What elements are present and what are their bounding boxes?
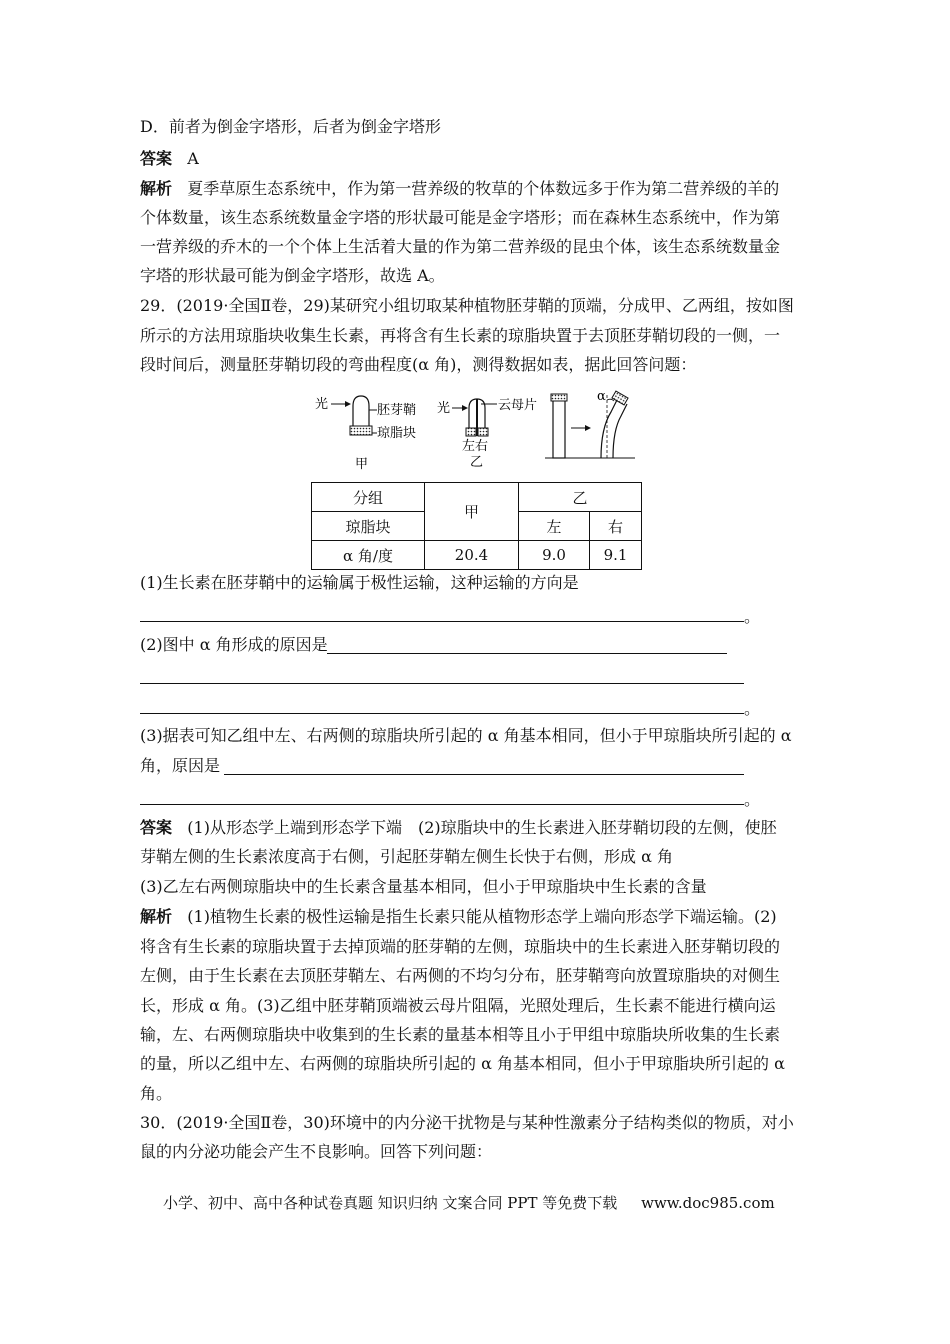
q29-analysis-line-3: 左侧，由于生长素在去顶胚芽鞘左、右两侧的不均匀分布，胚芽鞘弯向放置琼脂块的对侧生 — [140, 966, 781, 985]
prev-analysis-line-2: 个体数量，该生态系统数量金字塔的形状最可能是金字塔形；而在森林生态系统中，作为第 — [140, 208, 781, 227]
sub3-period: 。 — [744, 790, 761, 809]
value-left: 9.0 — [519, 541, 590, 570]
sub2-period: 。 — [744, 699, 761, 718]
q29-sub3-line-1: (3)据表可知乙组中左、右两侧的琼脂块所引起的 α 角基本相同，但小于甲琼脂块所引起的 α — [140, 726, 792, 745]
footer-url: www.doc985.com — [641, 1194, 775, 1212]
q29-sub2: (2)图中 α 角形成的原因是 — [140, 635, 328, 654]
q29-sub3-line-2: 角，原因是 — [140, 756, 221, 775]
prev-analysis-line-1: 解析 夏季草原生态系统中，作为第一营养级的牧草的个体数远多于作为第二营养级的羊的 — [140, 179, 780, 198]
decapitated-coleoptile — [553, 400, 565, 458]
light-label-1: 光 — [315, 397, 329, 412]
sub1-answer-blank — [140, 621, 744, 622]
value-jia: 20.4 — [425, 541, 519, 570]
header-right: 右 — [590, 512, 642, 541]
q29-stem-line-1: 29．(2019·全国Ⅱ卷，29)某研究小组切取某种植物胚芽鞘的顶端，分成甲、乙两组，按如图 — [140, 296, 794, 315]
light-label-2: 光 — [437, 401, 451, 416]
agar-block-1 — [350, 426, 372, 435]
bent-coleoptile-left — [601, 400, 617, 458]
header-yi: 乙 — [519, 483, 642, 512]
prev-answer — [140, 148, 199, 170]
figure-label-jia: 甲 — [355, 457, 369, 472]
q29-sub1: (1)生长素在胚芽鞘中的运输属于极性运输，这种运输的方向是 — [140, 573, 579, 592]
sub2-answer-blank-1 — [327, 653, 727, 654]
analysis-label: 解析 — [140, 179, 173, 198]
header-group: 分组 — [312, 483, 425, 512]
q30-stem-line-1: 30．(2019·全国Ⅱ卷，30)环境中的内分泌干扰物是与某种性激素分子结构类似的物质，对小 — [140, 1113, 794, 1132]
agar-on-stump — [551, 394, 567, 401]
sub3-answer-blank-2 — [140, 804, 744, 805]
prev-analysis-line-4: 字塔的形状最可能为倒金字塔形，故选 A。 — [140, 266, 445, 285]
q29-analysis-line-2: 将含有生长素的琼脂块置于去掉顶端的胚芽鞘的左侧，琼脂块中的生长素进入胚芽鞘切段的 — [140, 937, 781, 956]
q29-analysis-line-4: 长，形成 α 角。(3)乙组中胚芽鞘顶端被云母片阻隔，光照处理后，生长素不能进行横向运 — [140, 996, 776, 1015]
q29-answer-line-1: 答案 (1)从形态学上端到形态学下端 (2)琼脂块中的生长素进入胚芽鞘切段的左侧，使胚 — [140, 818, 777, 837]
light-arrowhead-1 — [345, 401, 351, 407]
q29-analysis-line-1: 解析 (1)植物生长素的极性运输是指生长素只能从植物形态学上端向形态学下端运输。(2) — [140, 907, 777, 926]
left-right-label: 左右 — [462, 439, 489, 454]
agar-on-bent — [612, 391, 628, 405]
q29-answer-line-3: (3)乙左右两侧琼脂块中的生长素含量基本相同，但小于甲琼脂块中生长素的含量 — [140, 877, 707, 896]
analysis-label: 解析 — [140, 907, 173, 926]
process-arrowhead — [585, 425, 591, 431]
answer-value: A — [187, 149, 199, 168]
footer-text: 小学、初中、高中各种试卷真题 知识归纳 文案合同 PPT 等免费下载 — [163, 1194, 618, 1212]
sub3-answer-blank-1 — [224, 774, 744, 775]
answer-label: 答案 — [140, 818, 173, 837]
bent-coleoptile-right — [613, 404, 627, 458]
q29-analysis-line-7: 角。 — [140, 1084, 173, 1103]
q29-stem-line-2: 所示的方法用琼脂块收集生长素，再将含有生长素的琼脂块置于去顶胚芽鞘切段的一侧，一 — [140, 326, 781, 345]
row-label-alpha: α 角/度 — [312, 541, 425, 570]
sub2-answer-blank-2 — [140, 683, 744, 684]
agar-block-left — [466, 428, 476, 436]
sub2-answer-blank-3 — [140, 713, 744, 714]
mica-label: 云母片 — [498, 398, 538, 413]
agar-block-right — [478, 428, 488, 436]
agar-label: 琼脂块 — [377, 426, 417, 441]
q29-analysis-line-5: 输，左、右两侧琼脂块中收集到的生长素的量基本相等且小于甲组中琼脂块所收集的生长素 — [140, 1025, 781, 1044]
page-footer — [163, 1192, 775, 1213]
light-arrowhead-2 — [462, 405, 468, 411]
data-table — [311, 482, 642, 570]
alpha-label: α — [597, 389, 606, 404]
answer-label: 答案 — [140, 149, 173, 168]
value-right: 9.1 — [590, 541, 642, 570]
experiment-figure — [305, 388, 645, 472]
q29-analysis-line-6: 的量，所以乙组中左、右两侧的琼脂块所引起的 α 角基本相同，但小于甲琼脂块所引起的 α — [140, 1054, 785, 1073]
q29-answer-line-2: 芽鞘左侧的生长素浓度高于右侧，引起胚芽鞘左侧生长快于右侧，形成 α 角 — [140, 847, 673, 866]
header-agar: 琼脂块 — [312, 512, 425, 541]
figure-label-yi: 乙 — [470, 455, 484, 470]
header-jia: 甲 — [425, 483, 519, 541]
coleoptile-label: 胚芽鞘 — [377, 403, 417, 418]
q29-stem-line-3: 段时间后，测量胚芽鞘切段的弯曲程度(α 角)，测得数据如表，据此回答问题： — [140, 355, 697, 374]
option-d: D．前者为倒金字塔形，后者为倒金字塔形 — [140, 117, 441, 136]
coleoptile-tip-1 — [353, 396, 369, 426]
q30-stem-line-2: 鼠的内分泌功能会产生不良影响。回答下列问题： — [140, 1142, 493, 1161]
angle-arc — [607, 399, 614, 401]
sub1-period: 。 — [744, 607, 761, 626]
prev-analysis-line-3: 一营养级的乔木的一个个体上生活着大量的作为第二营养级的昆虫个体，该生态系统数量金 — [140, 237, 781, 256]
header-left: 左 — [519, 512, 590, 541]
